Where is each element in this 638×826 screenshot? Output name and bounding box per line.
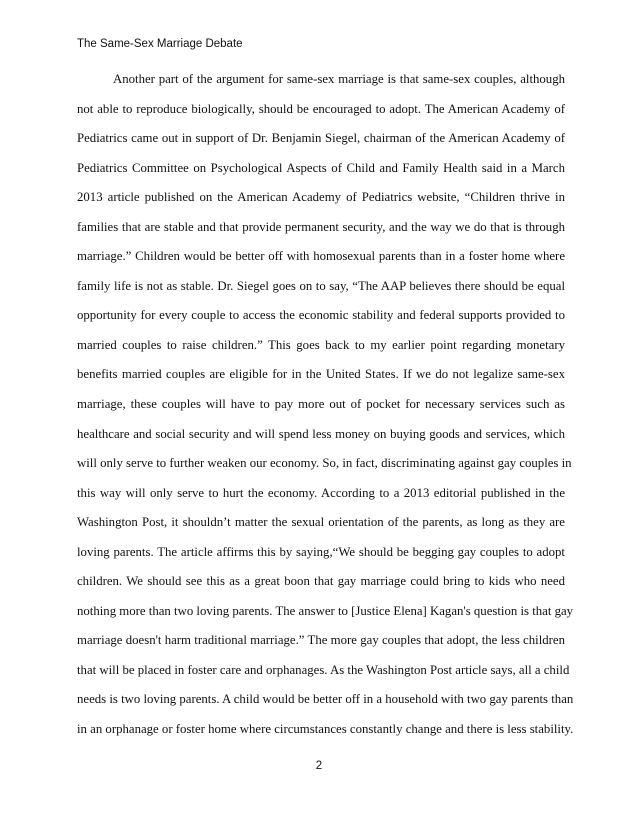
paragraph-line: will only serve to further weaken our economy. So, in fact, discriminating against gay couples in xyxy=(77,456,572,471)
paragraph-line: healthcare and social security and will spend less money on buying goods and services, which xyxy=(77,426,565,441)
paragraph-line: opportunity for every couple to access the economic stability and federal supports provided to xyxy=(77,308,565,323)
paragraph-line: loving parents. The article affirms this by saying,“We should be begging gay couples to adopt xyxy=(77,544,565,559)
paragraph-line: this way will only serve to hurt the economy. According to a 2013 editorial published in the xyxy=(77,485,565,500)
paragraph-line: 2013 article published on the American Academy of Pediatrics website, “Children thrive in xyxy=(77,190,565,205)
paragraph-line: marriage, these couples will have to pay more out of pocket for necessary services such as xyxy=(77,397,565,412)
paragraph-line: in an orphanage or foster home where circumstances constantly change and there is less stability. xyxy=(77,722,574,737)
paragraph-line: needs is two loving parents. A child would be better off in a household with two gay parents than xyxy=(77,692,574,707)
paragraph-line: marriage.” Children would be better off with homosexual parents than in a foster home where xyxy=(77,249,565,264)
body-paragraph xyxy=(77,70,574,750)
running-header: The Same-Sex Marriage Debate xyxy=(77,38,243,50)
paragraph-line: benefits married couples are eligible for in the United States. If we do not legalize same-sex xyxy=(77,367,565,382)
paragraph-line: that will be placed in foster care and orphanages. As the Washington Post article says, all a child xyxy=(77,662,570,677)
paragraph-line: Washington Post, it shouldn’t matter the sexual orientation of the parents, as long as they are xyxy=(77,515,565,530)
paragraph-line: families that are stable and that provide permanent security, and the way we do that is through xyxy=(77,219,565,234)
paragraph-line: not able to reproduce biologically, should be encouraged to adopt. The American Academy of xyxy=(77,101,565,116)
paragraph-line: marriage doesn't harm traditional marriage.” The more gay couples that adopt, the less children xyxy=(77,633,565,648)
paragraph-line: children. We should see this as a great boon that gay marriage could bring to kids who need xyxy=(77,574,565,589)
page-number: 2 xyxy=(315,760,323,772)
paragraph-line: family life is not as stable. Dr. Siegel goes on to say, “The AAP believes there should be equal xyxy=(77,278,565,293)
paragraph-line: married couples to raise children.” This goes back to my earlier point regarding monetary xyxy=(77,337,565,352)
paragraph-line: Pediatrics came out in support of Dr. Benjamin Siegel, chairman of the American Academy of xyxy=(77,131,565,146)
paragraph-line: Another part of the argument for same-sex marriage is that same-sex couples, although xyxy=(113,72,565,86)
paragraph-line: Pediatrics Committee on Psychological Aspects of Child and Family Health said in a March xyxy=(77,160,565,175)
paragraph-line: nothing more than two loving parents. The answer to [Justice Elena] Kagan's question is that gay xyxy=(77,603,574,618)
